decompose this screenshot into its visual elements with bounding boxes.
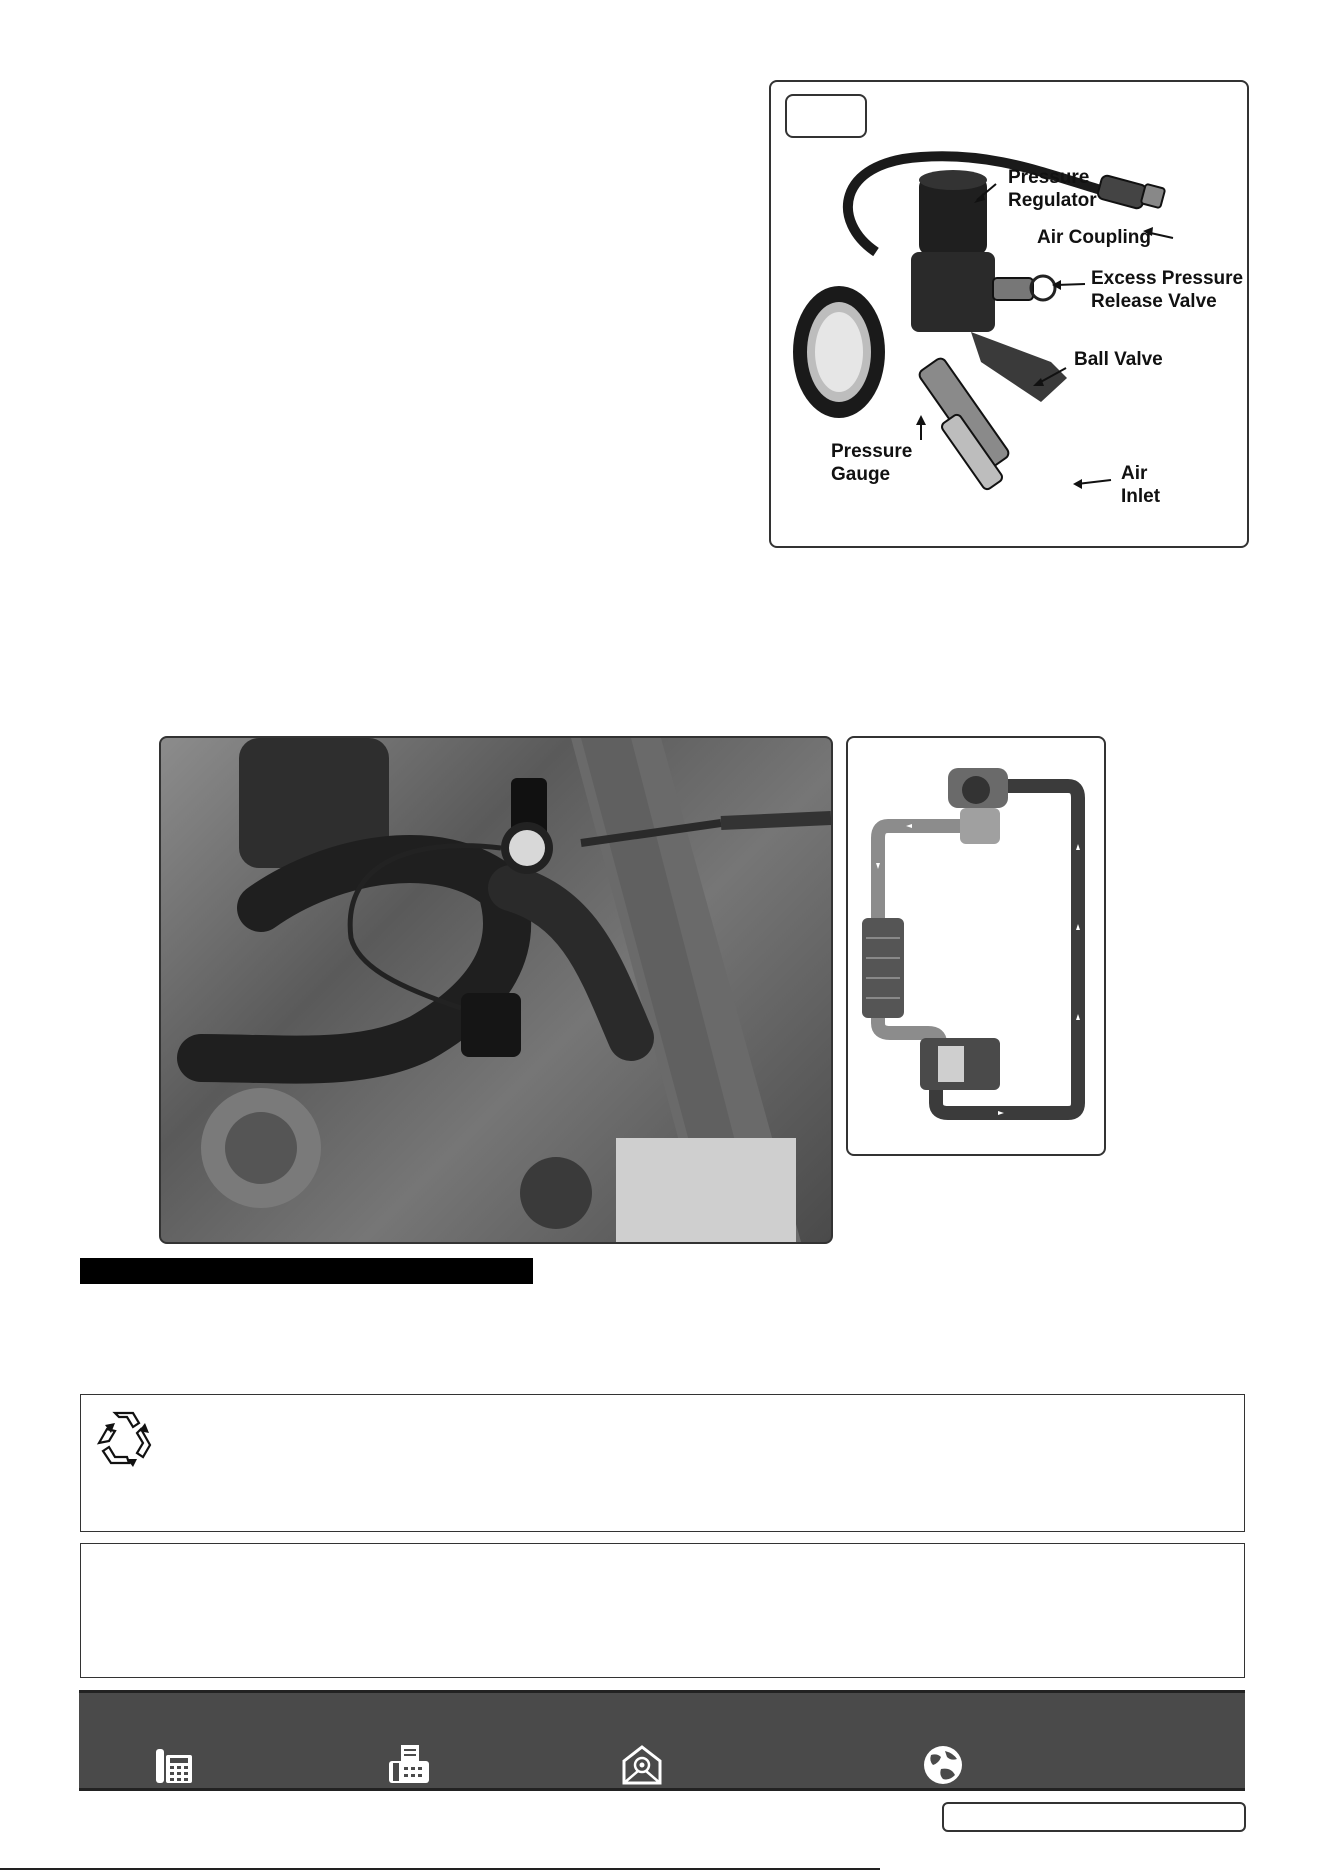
engine-bay-illustration [161,738,831,1242]
globe-icon [921,1743,965,1787]
label-air-coupling: Air Coupling [1037,227,1151,248]
section-heading-bar [80,1258,533,1284]
recycle-icon [93,1407,155,1469]
turbo-intercooler-schematic [846,736,1106,1156]
telephone-icon [152,1743,196,1787]
label-air-inlet: Air Inlet [1121,463,1161,507]
label-pressure-gauge: Pressure Gauge [831,441,913,485]
contact-details-bar [79,1690,1245,1791]
label-excess-pressure-release-valve: Excess Pressure Release Valve [1091,268,1244,312]
air-flow-circuit-diagram [848,738,1104,1154]
information-notice-box [80,1543,1245,1678]
engine-bay-photo [159,736,833,1244]
figure-1-panel [769,80,1249,548]
label-ball-valve: Ball Valve [1074,349,1163,370]
email-icon [620,1743,664,1787]
document-reference-box [942,1802,1246,1832]
fax-icon [387,1743,431,1787]
environment-protection-box [80,1394,1245,1532]
label-pressure-regulator: Pressure Regulator [1008,167,1097,211]
bottom-rule [0,1868,880,1870]
